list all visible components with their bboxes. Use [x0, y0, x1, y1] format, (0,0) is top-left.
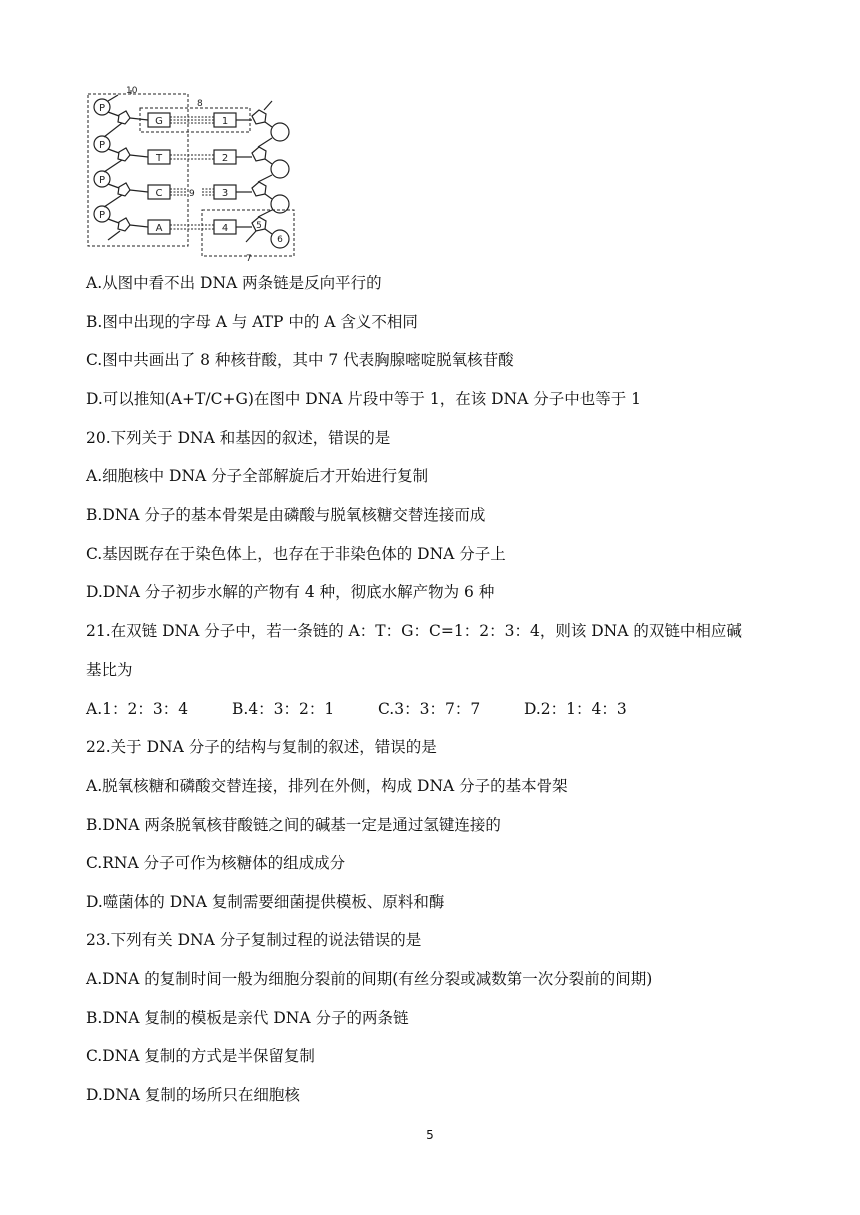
base-left-c: C	[155, 188, 163, 199]
label-9: 9	[189, 189, 195, 199]
q19-option-a: A.从图中看不出 DNA 两条链是反向平行的	[86, 274, 382, 292]
base-left-t: T	[155, 153, 163, 164]
label-6: 6	[277, 235, 283, 245]
q20-option-a: A.细胞核中 DNA 分子全部解旋后才开始进行复制	[86, 467, 429, 485]
q19-option-d: D.可以推知(A+T/C+G)在图中 DNA 片段中等于 1，在该 DNA 分子中也等于 1	[86, 390, 642, 408]
phosphate-1: P	[98, 103, 106, 114]
dna-structure-figure	[86, 86, 301, 262]
box-10	[88, 94, 188, 246]
q21-options	[86, 699, 627, 719]
q22-option-c: C.RNA 分子可作为核糖体的组成成分	[86, 854, 346, 872]
q22-stem: 22.关于 DNA 分子的结构与复制的叙述，错误的是	[86, 738, 437, 756]
q21-option-b: B.4：3：2：1	[232, 700, 335, 718]
q20-stem: 20.下列关于 DNA 和基因的叙述，错误的是	[86, 429, 391, 447]
label-5: 5	[256, 221, 262, 231]
base-right-2: 2	[221, 153, 229, 164]
base-left-g: G	[155, 116, 163, 127]
q23-option-d: D.DNA 复制的场所只在细胞核	[86, 1086, 300, 1104]
q23-option-a: A.DNA 的复制时间一般为细胞分裂前的间期(有丝分裂或减数第一次分裂前的间期)	[86, 970, 653, 988]
q23-option-c: C.DNA 复制的方式是半保留复制	[86, 1047, 315, 1065]
base-right-3: 3	[221, 188, 229, 199]
phosphate-4: P	[98, 210, 106, 221]
q20-option-c: C.基因既存在于染色体上，也存在于非染色体的 DNA 分子上	[86, 545, 506, 563]
label-8: 8	[197, 99, 203, 109]
q23-stem: 23.下列有关 DNA 分子复制过程的说法错误的是	[86, 931, 422, 949]
q23-option-b: B.DNA 复制的模板是亲代 DNA 分子的两条链	[86, 1009, 409, 1027]
base-right-4: 4	[221, 223, 229, 234]
phosphate-2: P	[98, 140, 106, 151]
right-backbone	[236, 101, 289, 248]
base-right-1: 1	[221, 116, 229, 127]
page-number: 5	[426, 1128, 434, 1142]
q19-option-b: B.图中出现的字母 A 与 ATP 中的 A 含义不相同	[86, 313, 418, 331]
box-7	[202, 210, 294, 256]
phosphate-3: P	[98, 175, 106, 186]
q21-option-d: D.2：1：4：3	[524, 700, 627, 718]
q20-option-b: B.DNA 分子的基本骨架是由磷酸与脱氧核糖交替连接而成	[86, 506, 486, 524]
q21-option-a: A.1：2：3：4	[86, 700, 189, 718]
q21-option-c: C.3：3：7：7	[378, 700, 481, 718]
q21-stem-cont: 基比为	[86, 661, 133, 679]
base-left-a: A	[155, 223, 163, 234]
label-7: 7	[246, 254, 252, 262]
q21-stem: 21.在双链 DNA 分子中，若一条链的 A：T：G：C=1：2：3：4，则该 DNA 的双链中相应碱	[86, 622, 742, 640]
q20-option-d: D.DNA 分子初步水解的产物有 4 种，彻底水解产物为 6 种	[86, 583, 495, 601]
q22-option-d: D.噬菌体的 DNA 复制需要细菌提供模板、原料和酶	[86, 893, 445, 911]
q22-option-b: B.DNA 两条脱氧核苷酸链之间的碱基一定是通过氢键连接的	[86, 816, 501, 834]
q22-option-a: A.脱氧核糖和磷酸交替连接，排列在外侧，构成 DNA 分子的基本骨架	[86, 777, 568, 795]
q19-option-c: C.图中共画出了 8 种核苷酸，其中 7 代表胸腺嘧啶脱氧核苷酸	[86, 351, 514, 369]
label-10: 10	[126, 86, 138, 96]
